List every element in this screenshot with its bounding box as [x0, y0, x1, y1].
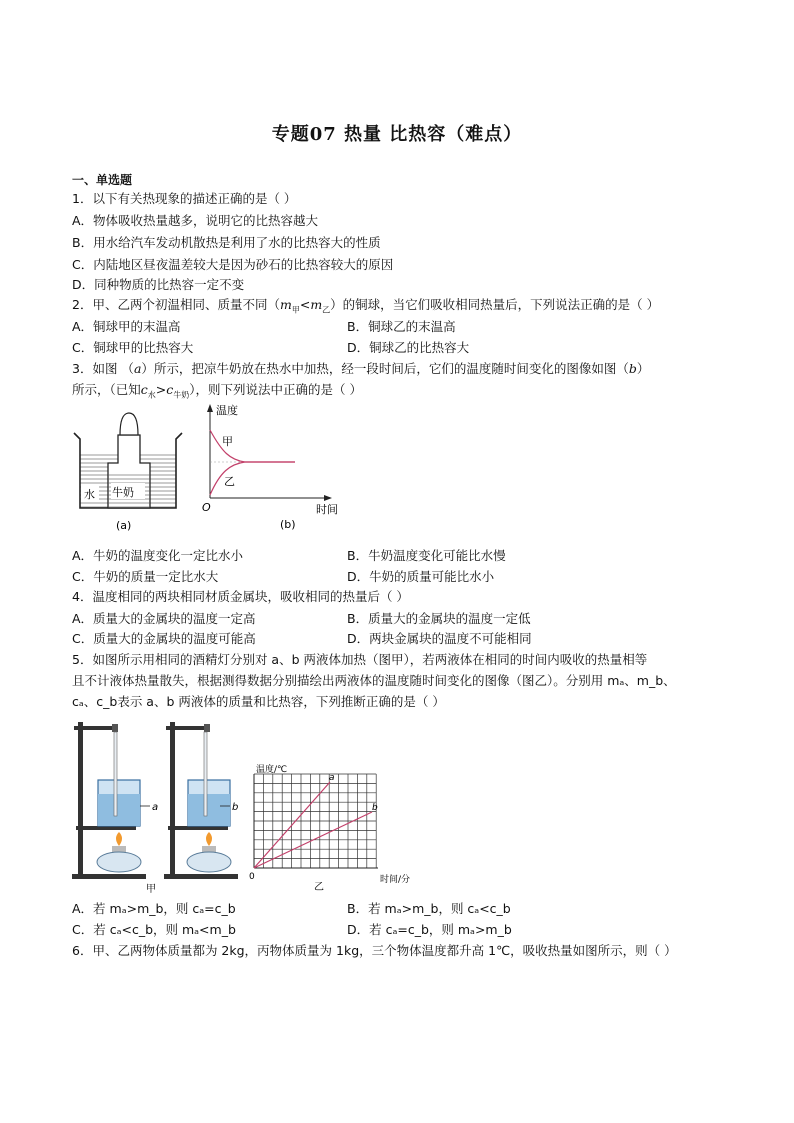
line-a-label: a — [329, 773, 335, 783]
q2-option-a: A．铜球甲的末温高 — [72, 319, 181, 334]
q5-x-axis-label: 时间/分 — [380, 875, 411, 885]
liquid-b-label: b — [232, 802, 239, 813]
q2-less-than: < — [299, 297, 311, 312]
q3-fig-b-ref: b — [628, 361, 637, 376]
q5-y-axis-label: 温度/℃ — [256, 765, 288, 775]
x-axis-label: 时间 — [316, 503, 338, 516]
q3-c-symbol-1: c — [140, 382, 148, 397]
section-heading: 一、单选题 — [72, 173, 133, 187]
q5-option-c: C．若 cₐ<c_b，则 mₐ<m_b — [72, 922, 236, 937]
y-axis-arrow — [207, 404, 213, 412]
q5-option-a: A．若 mₐ>m_b，则 cₐ=c_b — [72, 901, 236, 916]
q3-option-c: C．牛奶的质量一定比水大 — [72, 569, 219, 584]
grid — [254, 774, 376, 868]
q4-stem: 4．温度相同的两块相同材质金属块，吸收相同的热量后（ ） — [72, 589, 409, 604]
q6-stem: 6．甲、乙两物体质量都为 2kg，丙物体质量为 1kg，三个物体温度都升高 1℃，吸收热量如图所示，则（ ） — [72, 943, 677, 958]
setup-b — [164, 722, 238, 879]
q2-mass-symbol-2: m — [310, 297, 323, 312]
q1-option-a: A．物体吸收热量越多，说明它的比热容越大 — [72, 213, 319, 228]
y-axis-label: 温度 — [216, 404, 238, 417]
x-axis-arrow — [324, 495, 332, 501]
q2-mass-sub-2: 乙 — [322, 305, 331, 315]
q4-option-a: A．质量大的金属块的温度一定高 — [72, 611, 256, 626]
q5-option-b: B．若 mₐ>m_b，则 cₐ<c_b — [347, 901, 511, 916]
page-title: 专题07 热量 比热容（难点） — [271, 124, 523, 145]
q3-stem-line1 — [72, 360, 649, 378]
curve-jia-label: 甲 — [222, 435, 233, 448]
q5-option-d: D．若 cₐ=c_b，则 mₐ>m_b — [347, 922, 512, 937]
q3-option-a: A．牛奶的温度变化一定比水小 — [72, 548, 244, 563]
q3-option-b: B．牛奶温度变化可能比水慢 — [347, 548, 506, 563]
q3-fig-a-ref: a — [133, 361, 142, 376]
q3-greater-than: > — [155, 382, 167, 397]
figure-jia-caption: 甲 — [146, 884, 156, 895]
curve-yi — [210, 462, 295, 495]
q4-option-b: B．质量大的金属块的温度一定低 — [347, 611, 531, 626]
q3-stem-2b: ），则下列说法中正确的是（ ） — [189, 382, 363, 397]
figure-b-caption: (b) — [280, 518, 296, 531]
q3-figure-b — [200, 400, 350, 535]
q3-figure-a — [70, 405, 190, 535]
q1-option-c: C．内陆地区昼夜温差较大是因为砂石的比热容较大的原因 — [72, 257, 394, 272]
q2-stem-part2: ）的铜球，当它们吸收相同热量后，下列说法正确的是（ ） — [330, 297, 660, 312]
q3-c-symbol-2: c — [166, 382, 174, 397]
q5-figure-jia — [68, 716, 248, 896]
q1-stem: 1．以下有关热现象的描述正确的是（ ） — [72, 191, 297, 206]
q3-stem-1c: ） — [636, 361, 650, 376]
figure-yi-caption: 乙 — [314, 882, 324, 893]
milk-label: 牛奶 — [112, 486, 134, 499]
q2-stem-part1: 2．甲、乙两个初温相同、质量不同（ — [72, 297, 280, 312]
q3-stem-1b: ）所示，把凉牛奶放在热水中加热，经一段时间后，它们的温度随时间变化的图像如图（ — [141, 361, 629, 376]
q3-c-sub-2: 牛奶 — [173, 390, 190, 400]
q1-option-b: B．用水给汽车发动机散热是利用了水的比热容大的性质 — [72, 235, 381, 250]
liquid-a-label: a — [152, 802, 159, 813]
line-a — [254, 782, 330, 868]
q5-origin-label: 0 — [249, 872, 255, 882]
q2-stem — [72, 296, 659, 320]
q1-option-d: D．同种物质的比热容一定不变 — [72, 277, 245, 292]
origin-label: O — [202, 501, 211, 514]
q3-stem-2a: 所示，（已知 — [72, 382, 141, 397]
q3-c-sub-1: 水 — [147, 390, 156, 400]
line-b-label: b — [372, 803, 378, 813]
q3-option-d: D．牛奶的质量可能比水小 — [347, 569, 495, 584]
q5-figure-yi — [240, 760, 420, 895]
bottle-nipple — [120, 413, 138, 435]
q5-stem-line3: cₐ、c_b表示 a、b 两液体的质量和比热容，下列推断正确的是（ ） — [72, 694, 445, 709]
q4-option-c: C．质量大的金属块的温度可能高 — [72, 631, 256, 646]
q2-option-c: C．铜球甲的比热容大 — [72, 340, 194, 355]
q2-mass-symbol-1: m — [279, 297, 292, 312]
setup-a — [72, 722, 158, 879]
q2-mass-sub-1: 甲 — [291, 305, 300, 315]
q5-stem-line1: 5．如图所示用相同的酒精灯分别对 a、b 两液体加热（图甲），若两液体在相同的时间内吸收的热量相等 — [72, 652, 648, 667]
figure-a-caption: (a) — [116, 519, 132, 532]
curve-yi-label: 乙 — [224, 475, 235, 488]
q4-option-d: D．两块金属块的温度不可能相同 — [347, 631, 532, 646]
q2-option-d: D．铜球乙的比热容大 — [347, 340, 470, 355]
q2-option-b: B．铜球乙的末温高 — [347, 319, 456, 334]
q5-stem-line2: 且不计液体热量散失，根据测得数据分别描绘出两液体的温度随时间变化的图像（图乙）。分别用 mₐ、m_b、 — [72, 673, 676, 688]
water-label: 水 — [84, 488, 95, 501]
q3-stem-1a: 3．如图 （ — [72, 361, 134, 376]
